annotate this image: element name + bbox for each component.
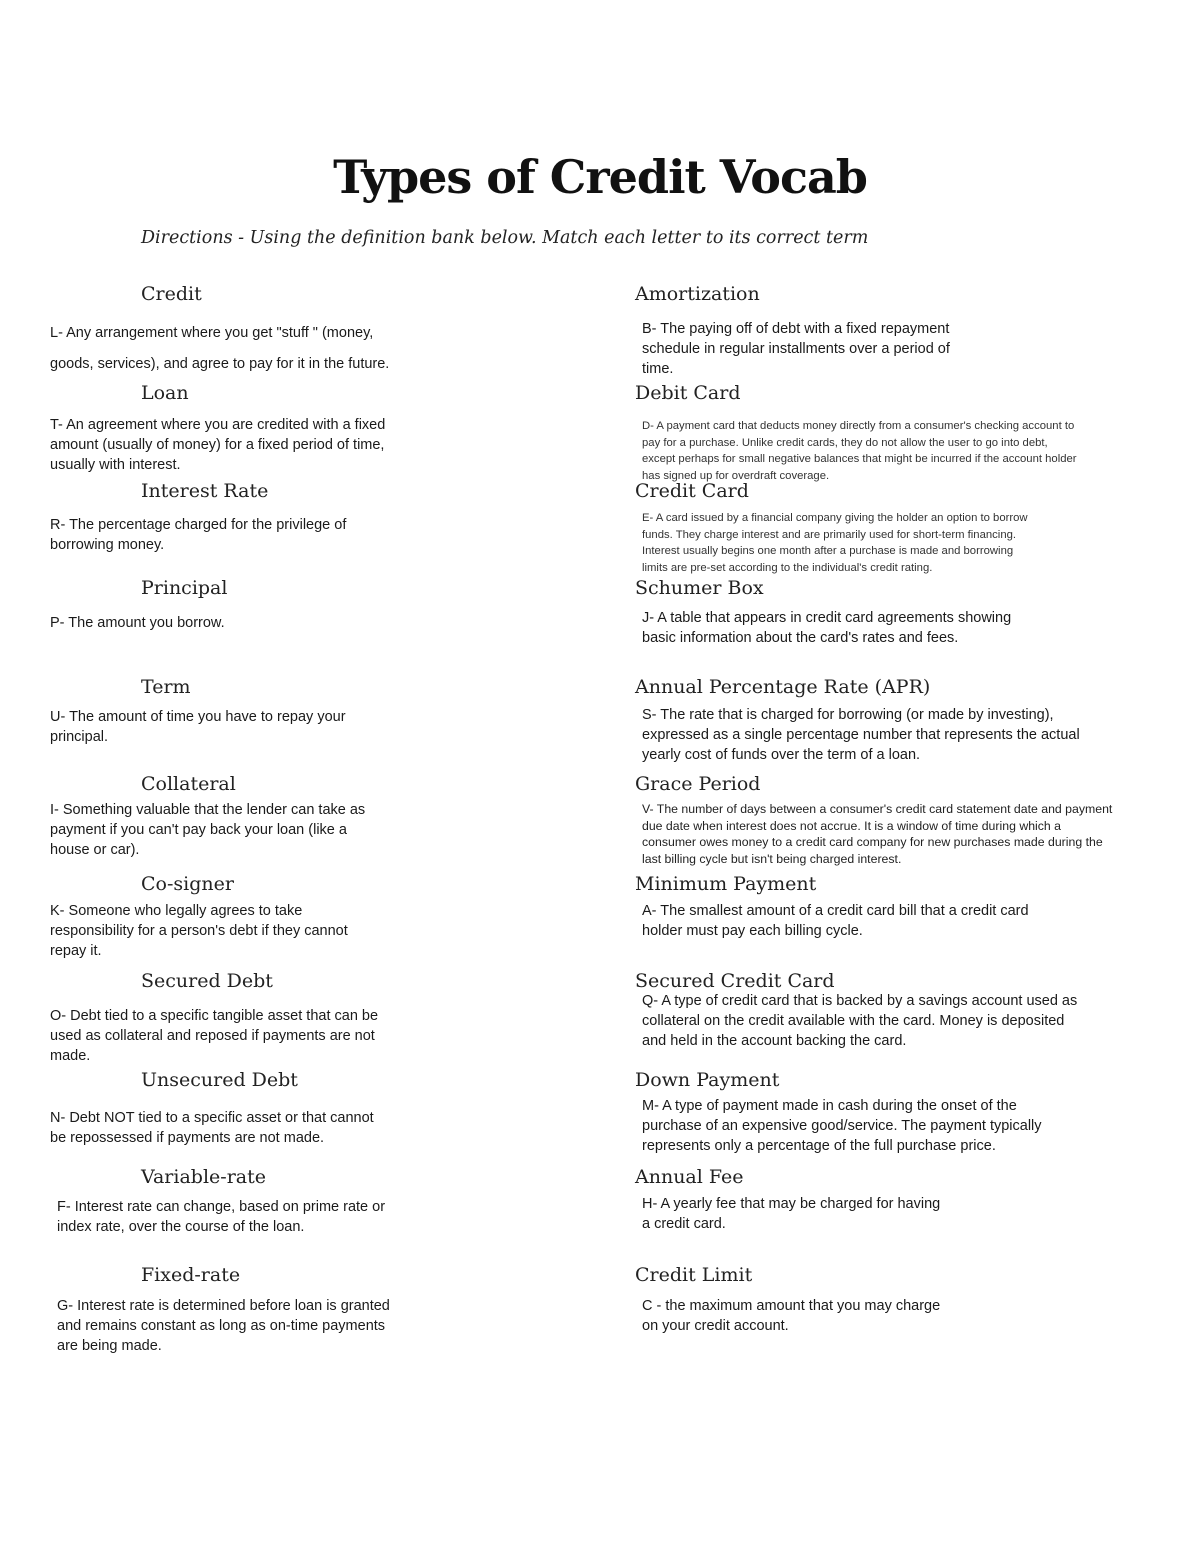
definition-line: on your credit account.: [642, 1318, 789, 1334]
definition-line: funds. They charge interest and are primarily used for short-term financing.: [642, 528, 1017, 541]
definition-line: Interest usually begins one month after a purchase is made and borrowing: [642, 545, 1014, 557]
term-debit-card: Debit Card: [635, 382, 741, 404]
definition-line: V- The number of days between a consumer's credit card statement date and payment: [642, 802, 1113, 816]
definition-line: be repossessed if payments are not made.: [50, 1130, 325, 1146]
definition-line: time.: [642, 361, 674, 377]
definition-line: A- The smallest amount of a credit card bill that a credit card: [642, 903, 1029, 919]
definition-line: used as collateral and reposed if payments are not: [50, 1028, 375, 1044]
definition-line: index rate, over the course of the loan.: [57, 1219, 305, 1235]
definition-line: borrowing money.: [50, 537, 165, 553]
definition-down-payment: [642, 1096, 1042, 1156]
term-amortization: Amortization: [635, 283, 760, 305]
definition-line: S- The rate that is charged for borrowing (or made by investing),: [642, 707, 1054, 723]
definition-line: yearly cost of funds over the term of a loan.: [642, 747, 921, 763]
definition-line: D- A payment card that deducts money directly from a consumer's checking account to: [642, 420, 1075, 432]
definition-credit-card: [642, 510, 1028, 576]
term-grace-period: Grace Period: [635, 773, 761, 795]
definition-line: R- The percentage charged for the privilege of: [50, 517, 347, 533]
definition-line: K- Someone who legally agrees to take: [50, 903, 303, 919]
definition-secured-debt: [50, 1006, 378, 1066]
definition-line: and remains constant as long as on-time payments: [57, 1318, 386, 1334]
term-collateral: Collateral: [141, 773, 236, 795]
term-credit: Credit: [141, 283, 202, 305]
definition-line: represents only a percentage of the full purchase price.: [642, 1138, 996, 1154]
definition-interest-rate: [50, 515, 346, 555]
definition-line: basic information about the card's rates and fees.: [642, 630, 959, 646]
definition-credit: [50, 318, 389, 380]
definition-line: pay for a purchase. Unlike credit cards, they do not allow the user to go into debt,: [642, 436, 1048, 449]
term-minimum-payment: Minimum Payment: [635, 873, 817, 895]
definition-term: [50, 707, 346, 747]
definition-annual-percentage-rate-apr: [642, 705, 1080, 765]
definition-line: made.: [50, 1048, 91, 1064]
definition-line: L- Any arrangement where you get "stuff " (money,: [50, 325, 374, 341]
term-credit-card: Credit Card: [635, 480, 749, 502]
definition-line: expressed as a single percentage number that represents the actual: [642, 727, 1080, 743]
definition-loan: [50, 415, 385, 475]
definition-line: goods, services), and agree to pay for it in the future.: [50, 356, 390, 372]
definition-line: T- An agreement where you are credited with a fixed: [50, 417, 386, 433]
definition-line: repay it.: [50, 943, 102, 959]
definition-line: consumer owes money to a credit card company for new purchases made during the: [642, 835, 1103, 849]
definition-schumer-box: [642, 608, 1011, 648]
definition-line: C - the maximum amount that you may charge: [642, 1298, 941, 1314]
definition-line: limits are pre-set according to the individual's credit rating.: [642, 561, 933, 574]
term-schumer-box: Schumer Box: [635, 577, 764, 599]
definition-line: B- The paying off of debt with a fixed repayment: [642, 321, 950, 337]
definition-line: except perhaps for small negative balances that might be incurred if the account holder: [642, 453, 1077, 465]
definition-line: schedule in regular installments over a period of: [642, 341, 950, 357]
term-principal: Principal: [141, 577, 228, 599]
definition-debit-card: [642, 418, 1077, 484]
definition-line: I- Something valuable that the lender can take as: [50, 802, 366, 818]
definition-line: H- A yearly fee that may be charged for having: [642, 1196, 941, 1212]
definition-line: M- A type of payment made in cash during the onset of the: [642, 1098, 1017, 1114]
definition-line: payment if you can't pay back your loan (like a: [50, 822, 347, 838]
definition-annual-fee: [642, 1194, 940, 1234]
term-unsecured-debt: Unsecured Debt: [141, 1069, 298, 1091]
definition-line: due date when interest does not accrue. It is a window of time during which a: [642, 818, 1062, 833]
definition-line: holder must pay each billing cycle.: [642, 923, 863, 939]
definition-collateral: [50, 800, 365, 860]
term-interest-rate: Interest Rate: [141, 480, 269, 502]
definition-line: has signed up for overdraft coverage.: [642, 469, 830, 482]
term-secured-credit-card: Secured Credit Card: [635, 970, 835, 992]
term-annual-percentage-rate-apr: Annual Percentage Rate (APR): [635, 676, 931, 698]
definition-line: O- Debt tied to a specific tangible asset that can be: [50, 1008, 379, 1024]
definition-line: J- A table that appears in credit card agreements showing: [642, 610, 1012, 626]
term-down-payment: Down Payment: [635, 1069, 780, 1091]
term-credit-limit: Credit Limit: [635, 1264, 753, 1286]
definition-line: principal.: [50, 729, 109, 745]
definition-line: E- A card issued by a financial company giving the holder an option to borrow: [642, 512, 1028, 524]
term-fixed-rate: Fixed-rate: [141, 1264, 241, 1286]
term-term: Term: [141, 676, 191, 698]
term-loan: Loan: [141, 382, 189, 404]
definition-unsecured-debt: [50, 1108, 374, 1148]
definition-line: G- Interest rate is determined before loan is granted: [57, 1298, 390, 1314]
definition-line: last billing cycle but isn't being charged interest.: [642, 851, 902, 866]
definition-line: house or car).: [50, 842, 140, 858]
definition-co-signer: [50, 901, 348, 961]
definition-line: and held in the account backing the card.: [642, 1033, 907, 1049]
page-title: Types of Credit Vocab: [333, 150, 867, 204]
definition-fixed-rate: [57, 1296, 390, 1356]
term-annual-fee: Annual Fee: [635, 1166, 744, 1188]
definition-line: amount (usually of money) for a fixed period of time,: [50, 437, 385, 453]
definition-line: collateral on the credit available with the card. Money is deposited: [642, 1013, 1065, 1029]
definition-line: P- The amount you borrow.: [50, 615, 225, 631]
definition-variable-rate: [57, 1197, 385, 1237]
term-variable-rate: Variable-rate: [141, 1166, 266, 1188]
definition-secured-credit-card: [642, 991, 1077, 1051]
term-co-signer: Co-signer: [141, 873, 234, 895]
definition-line: are being made.: [57, 1338, 162, 1354]
directions-text: Directions - Using the definition bank below. Match each letter to its correct term: [141, 228, 869, 248]
definition-line: U- The amount of time you have to repay your: [50, 709, 346, 725]
definition-line: Q- A type of credit card that is backed by a savings account used as: [642, 993, 1078, 1009]
definition-line: N- Debt NOT tied to a specific asset or that cannot: [50, 1110, 374, 1126]
definition-line: purchase of an expensive good/service. The payment typically: [642, 1118, 1042, 1134]
definition-line: usually with interest.: [50, 457, 181, 473]
definition-credit-limit: [642, 1296, 940, 1336]
definition-line: a credit card.: [642, 1216, 726, 1232]
definition-principal: [50, 613, 225, 633]
term-secured-debt: Secured Debt: [141, 970, 273, 992]
definition-grace-period: [642, 801, 1112, 867]
definition-minimum-payment: [642, 901, 1029, 941]
definition-line: responsibility for a person's debt if they cannot: [50, 923, 348, 939]
definition-amortization: [642, 319, 950, 379]
definition-line: F- Interest rate can change, based on prime rate or: [57, 1199, 386, 1215]
